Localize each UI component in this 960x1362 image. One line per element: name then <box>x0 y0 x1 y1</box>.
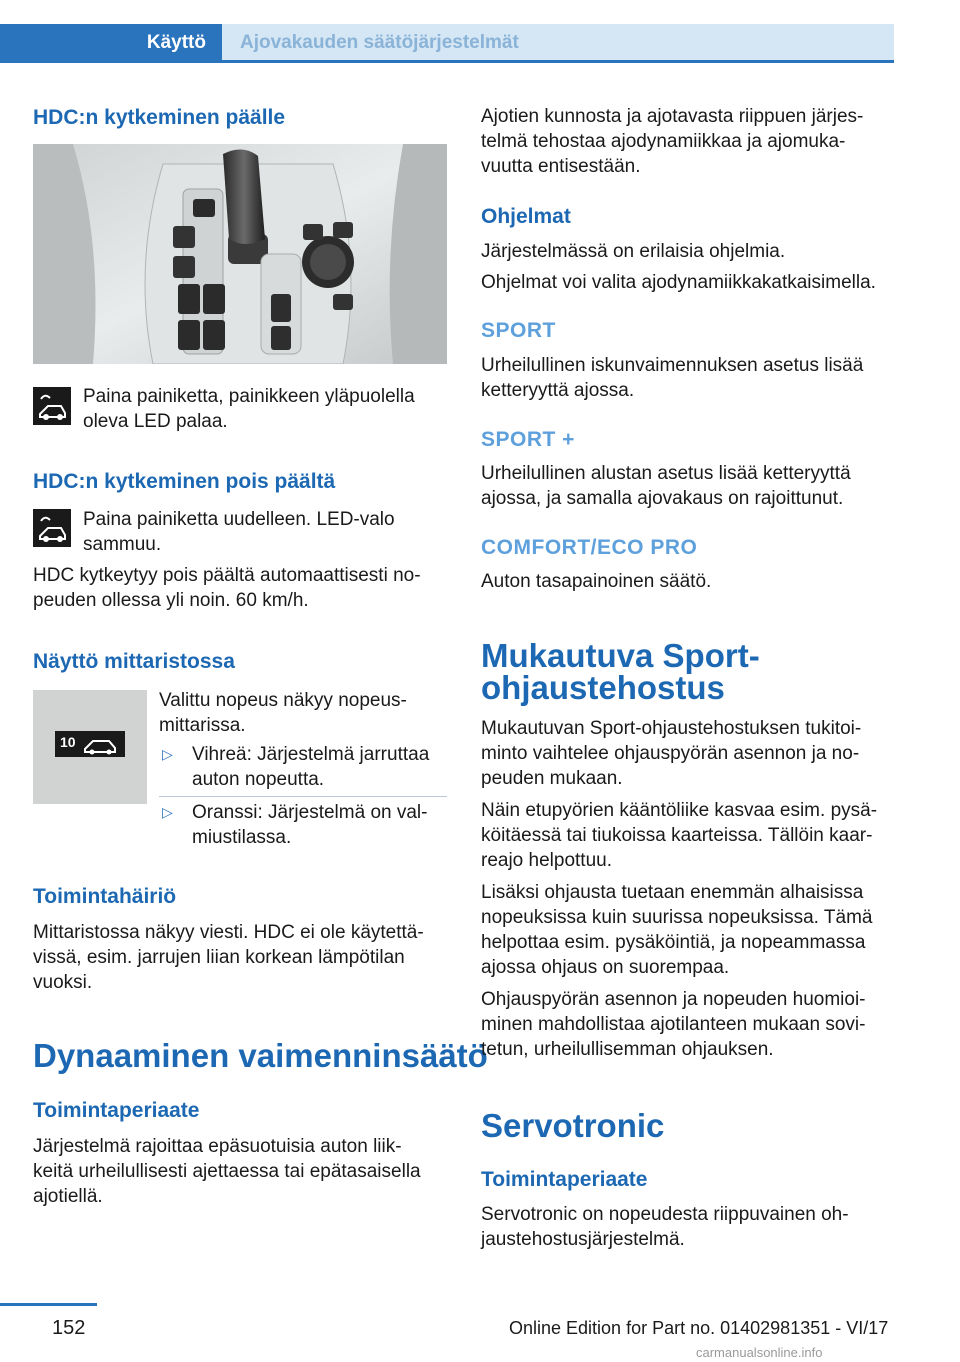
fault-text-3: vuoksi. <box>33 972 93 993</box>
intro-text-3: vuutta entisestään. <box>481 156 641 177</box>
header-tab-section[interactable] <box>0 24 222 62</box>
hdc-off-heading: HDC:n kytkeminen pois päältä <box>33 470 336 493</box>
header-tab-subsection[interactable]: Ajovakauden säätöjärjestelmät <box>222 24 894 62</box>
servotronic-text-2: jaustehostusjärjestelmä. <box>481 1229 685 1250</box>
comfort-text: Auton tasapainoinen säätö. <box>481 571 712 592</box>
principle-text-1: Järjestelmä rajoittaa epäsuotuisia auton liik- <box>33 1136 402 1157</box>
edition-text: Online Edition for Part no. 01402981351 - VI/17 <box>509 1318 889 1338</box>
adaptive-text-12: minen mahdollistaa ajotilanteen mukaan sovi- <box>481 1014 866 1035</box>
hdc-off-text-1: Paina painiketta uudelleen. LED-valo <box>83 509 395 530</box>
adaptive-heading-1: Mukautuva Sport- <box>481 637 760 674</box>
hdc-on-heading: HDC:n kytkeminen päälle <box>33 106 286 129</box>
bullet-1-line-2: auton nopeutta. <box>192 769 325 790</box>
adaptive-text-2: minto vaihtelee ohjauspyörän asennon ja no- <box>481 743 860 764</box>
sport-text-2: ketteryyttä ajossa. <box>481 380 635 401</box>
comfort-heading: COMFORT/ECO PRO <box>481 536 698 559</box>
sport-plus-text-2: ajossa, ja samalla ajovakaus on rajoittunut. <box>481 488 844 509</box>
header-rule <box>0 60 894 63</box>
hdc-off-text-2: sammuu. <box>83 534 162 555</box>
watermark: carmanualsonline.info <box>696 1345 823 1360</box>
center-console-photo <box>33 144 447 364</box>
adaptive-text-8: nopeuksissa kuin suurissa nopeuksissa. Tämä <box>481 907 873 928</box>
adaptive-text-7: Lisäksi ohjausta tuetaan enemmän alhaisissa <box>481 882 864 903</box>
fault-text-1: Mittaristossa näkyy viesti. HDC ei ole käytettä- <box>33 922 424 943</box>
display-text-1: Valittu nopeus näkyy nopeus- <box>159 690 407 711</box>
principle-text-3: ajotiellä. <box>33 1186 103 1207</box>
footer-rule <box>0 1303 97 1306</box>
adaptive-text-4: Näin etupyörien kääntöliike kasvaa esim. pysä- <box>481 800 878 821</box>
damping-heading: Dynaaminen vaimenninsäätö <box>33 1037 488 1074</box>
page-number: 152 <box>52 1317 86 1339</box>
bullet-marker: ▷ <box>162 746 173 762</box>
bullet-divider <box>159 796 447 797</box>
fault-heading: Toimintahäiriö <box>33 885 177 908</box>
instrument-display-image <box>33 690 147 804</box>
hdc-car-icon <box>81 732 125 756</box>
hdc-button-icon <box>33 509 71 547</box>
intro-text-1: Ajotien kunnosta ja ajotavasta riippuen järjes- <box>481 106 864 127</box>
adaptive-text-13: tetun, urheilullisemman ohjauksen. <box>481 1039 774 1060</box>
display-heading: Näyttö mittaristossa <box>33 650 235 673</box>
adaptive-text-3: peuden mukaan. <box>481 768 623 789</box>
header-section-label: Käyttö <box>146 32 206 53</box>
adaptive-text-1: Mukautuvan Sport-ohjaustehostuksen tukitoi- <box>481 718 862 739</box>
auto-off-text-1: HDC kytkeytyy pois päältä automaattisesti no- <box>33 565 421 586</box>
adaptive-text-6: reajo helpottuu. <box>481 850 612 871</box>
programs-text-2: Ohjelmat voi valita ajodynamiikkakatkaisimella. <box>481 272 876 293</box>
adaptive-text-10: ajossa ohjaus on suorempaa. <box>481 957 730 978</box>
adaptive-heading-2: ohjaustehostus <box>481 669 725 706</box>
intro-text-2: telmä tehostaa ajodynamiikkaa ja ajomuka- <box>481 131 846 152</box>
bullet-2-line-1: Oranssi: Järjestelmä on val- <box>192 802 428 823</box>
sport-plus-heading: SPORT + <box>481 428 575 451</box>
bullet-marker: ▷ <box>162 804 173 820</box>
adaptive-text-5: köitäessä tai tiukoissa kaarteissa. Tällöin kaar- <box>481 825 873 846</box>
sport-heading: SPORT <box>481 319 556 342</box>
fault-text-2: vissä, esim. jarrujen liian korkean lämpötilan <box>33 947 405 968</box>
hdc-on-text-1: Paina painiketta, painikkeen yläpuolella <box>83 386 415 407</box>
display-speed-value: 10 <box>60 734 76 750</box>
sport-text-1: Urheilullinen iskunvaimennuksen asetus lisää <box>481 355 864 376</box>
servotronic-heading: Servotronic <box>481 1107 665 1144</box>
hdc-on-text-2: oleva LED palaa. <box>83 411 228 432</box>
bullet-2-line-2: miustilassa. <box>192 827 292 848</box>
programs-text-1: Järjestelmässä on erilaisia ohjelmia. <box>481 241 786 262</box>
principle-text-2: keitä urheilullisesti ajettaessa tai epätasaisella <box>33 1161 421 1182</box>
auto-off-text-2: peuden ollessa yli noin. 60 km/h. <box>33 590 309 611</box>
display-text-2: mittarissa. <box>159 715 246 736</box>
servotronic-principle-heading: Toimintaperiaate <box>481 1168 648 1191</box>
sport-plus-text-1: Urheilullinen alustan asetus lisää ketteryyttä <box>481 463 851 484</box>
programs-heading: Ohjelmat <box>481 205 571 228</box>
adaptive-text-11: Ohjauspyörän asennon ja nopeuden huomioi- <box>481 989 866 1010</box>
servotronic-text-1: Servotronic on nopeudesta riippuvainen oh- <box>481 1204 849 1225</box>
adaptive-text-9: helpottaa esim. pysäköintiä, ja nopeammassa <box>481 932 866 953</box>
damping-principle-heading: Toimintaperiaate <box>33 1099 200 1122</box>
hdc-button-icon <box>33 387 71 425</box>
bullet-1-line-1: Vihreä: Järjestelmä jarruttaa <box>192 744 430 765</box>
